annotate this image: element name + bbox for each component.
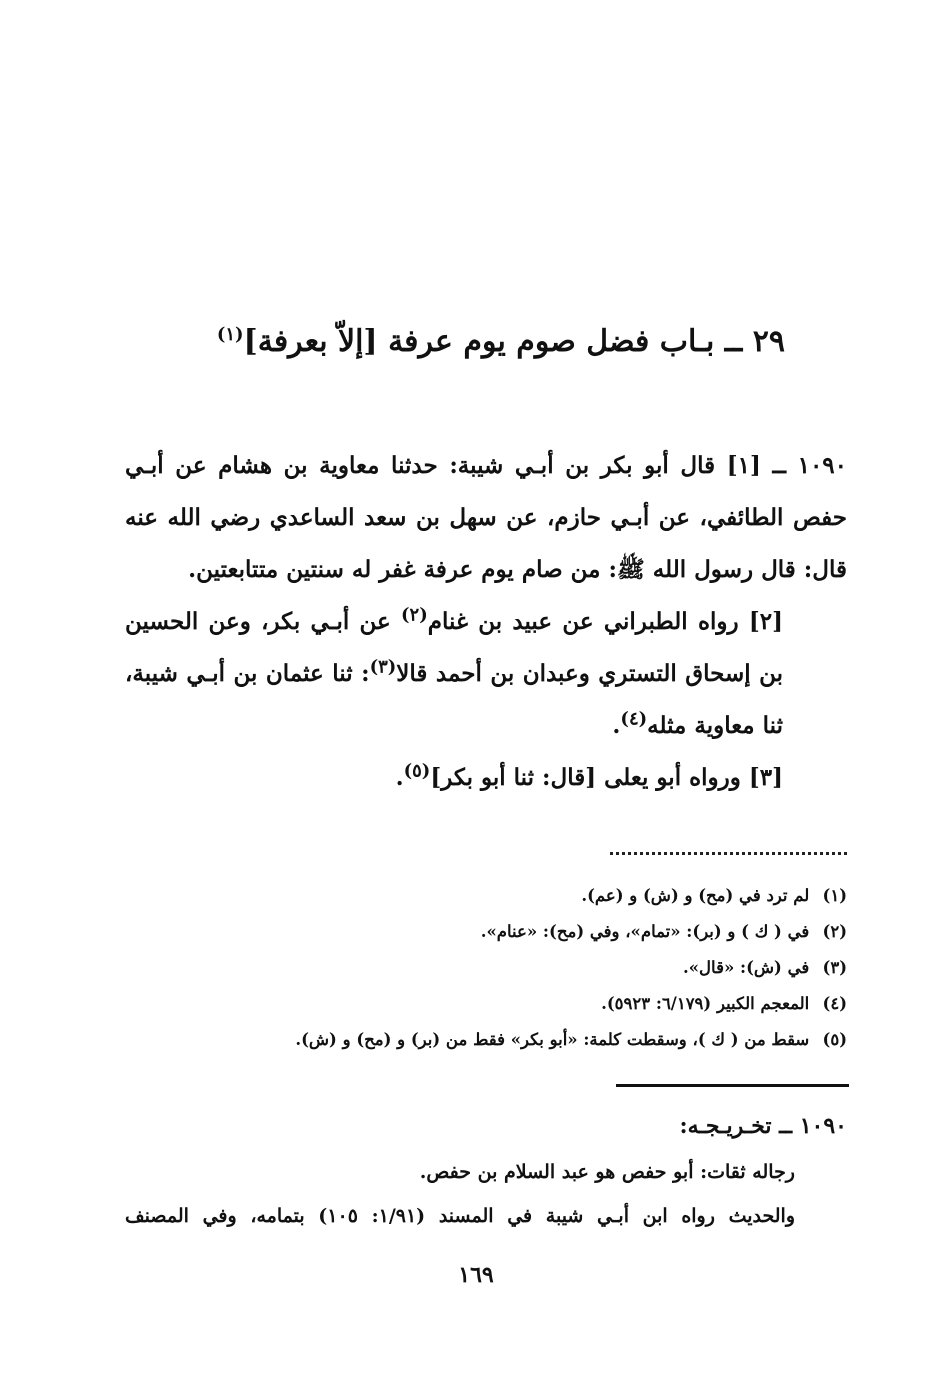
p2-part-b: عن أبـي بكر، وعن الحسين بن إسحاق التستري وعبدان بن أحمد قالا	[125, 608, 783, 687]
p2-end: .	[612, 712, 621, 739]
footnote-5	[150, 1022, 847, 1058]
footnote-number: (٣)	[822, 958, 847, 977]
takhrij-line-2: والحديث رواه ابن أبـي شيبة في المسند (١/٩١: ١٠٥) بتمامه، وفي المصنف	[125, 1205, 795, 1227]
footnote-number: (٢)	[822, 922, 847, 941]
footnote-text: في (ش): «قال».	[683, 958, 810, 977]
p3-end: .	[395, 764, 404, 791]
footnote-number: (٤)	[822, 994, 847, 1013]
footnote-ref-2: (٢)	[401, 604, 428, 626]
footnotes	[150, 878, 847, 1058]
footnote-1	[150, 878, 847, 914]
p3-part-a: [٣] ورواه أبو يعلى [قال: ثنا أبو بكر]	[430, 764, 783, 791]
p2-part-a: [٢] رواه الطبراني عن عبيد بن غنام	[427, 608, 783, 635]
takhrij-separator-rule	[616, 1084, 849, 1087]
hadith-text	[125, 440, 847, 804]
footnote-text: في ( ك ) و (بر): «تمام»، وفي (مح): «عنام».	[480, 922, 810, 941]
hadith-paragraph-3	[125, 752, 847, 804]
chapter-footnote-ref: (١)	[216, 324, 244, 345]
chapter-title	[160, 312, 785, 372]
footnote-ref-4: (٤)	[620, 708, 648, 730]
footnote-separator-dots	[610, 852, 847, 855]
footnote-ref-5: (٥)	[403, 760, 431, 782]
takhrij-text	[125, 1150, 795, 1238]
footnote-ref-3: (٣)	[369, 656, 397, 678]
footnote-3	[150, 950, 847, 986]
footnote-number: (٥)	[822, 1030, 847, 1049]
footnote-text: المعجم الكبير (٦/١٧٩: ٥٩٢٣).	[601, 994, 810, 1013]
p2-part-c: : ثنا عثمان بن أبـي شيبة، ثنا معاوية مثله	[125, 660, 783, 739]
page-number: ١٦٩	[458, 1262, 494, 1288]
hadith-paragraph-2	[125, 596, 847, 752]
footnote-text: لم ترد في (مح) و (ش) و (عم).	[581, 886, 810, 905]
takhrij-line-1: رجاله ثقات: أبو حفص هو عبد السلام بن حفص.	[419, 1161, 795, 1183]
takhrij-heading: ١٠٩٠ ــ تخـريـجـه:	[679, 1113, 847, 1139]
footnote-number: (١)	[822, 886, 847, 905]
footnote-2	[150, 914, 847, 950]
hadith-paragraph-1: ١٠٩٠ ــ [١] قال أبو بكر بن أبـي شيبة: حدثنا معاوية بن هشام عن أبـي حفص الطائفي، عن أبـي حازم، عن سهل بن سعد الساعدي رضي الله عنه قال: قال رسول الله ﷺ: من صام يوم عرفة غفر له سنتين متتابعتين.	[125, 452, 848, 583]
chapter-title-text: ٢٩ ــ بـاب فضل صوم يوم عرفة [إلاّ بعرفة]	[243, 324, 785, 359]
footnote-text: سقط من ( ك )، وسقطت كلمة: «أبو بكر» فقط من (بر) و (مح) و (ش).	[295, 1030, 810, 1049]
footnote-4	[150, 986, 847, 1022]
